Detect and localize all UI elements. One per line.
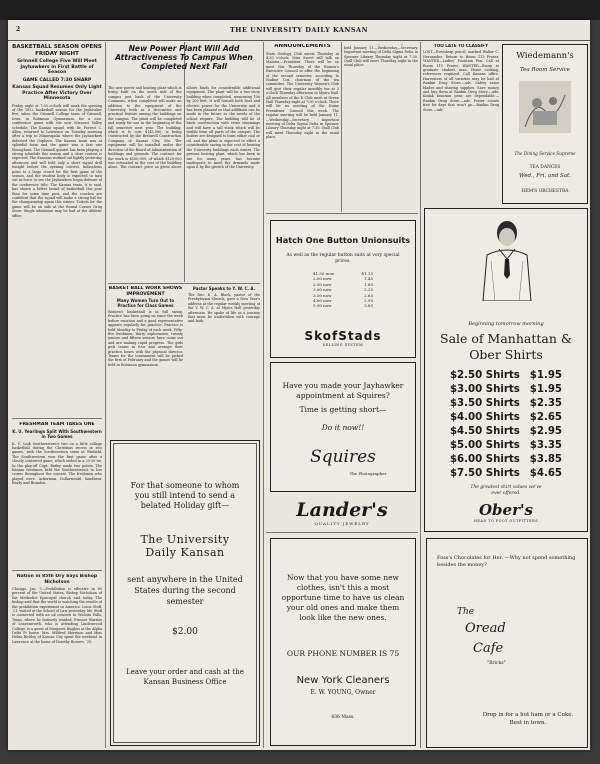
manhattan-shirts-ad — [424, 208, 588, 532]
kansan-ad-title — [117, 533, 253, 559]
unionsuits-sale-price: $1.15 — [361, 271, 373, 276]
landers-ad — [266, 496, 418, 533]
obers-logo: Ober's — [478, 501, 534, 519]
unionsuits-regular-price: 3.00 now — [313, 287, 332, 293]
wiedemann-line: HEM'S ORCHESTRA — [521, 189, 569, 194]
cleaners-address: 836 Mass. — [331, 715, 355, 720]
shirt-price-row — [425, 411, 587, 425]
kansan-ad-title-line: The University — [140, 533, 230, 546]
kansan-ad-body: sent anywhere in the United States during the second semester — [127, 575, 243, 606]
masthead-title: THE UNIVERSITY DAILY KANSAN — [229, 26, 369, 34]
newspaper-page — [8, 20, 590, 750]
unionsuits-regular-price: 2.50 now — [313, 281, 332, 287]
unionsuits-regular-price: $1.50 now — [313, 271, 335, 276]
page-number: 2 — [16, 26, 21, 33]
shirt-regular-price: $4.00 Shirts — [449, 412, 520, 423]
skofstads-logo: SkofStads — [304, 329, 382, 343]
cleaners-ad — [270, 538, 416, 746]
classifieds-article — [423, 44, 499, 202]
oread-footer: Drop in for a hot ham or a Coke. Best in town. — [482, 712, 574, 726]
oread-name: Oread — [465, 621, 506, 636]
shirt-price-row — [425, 383, 587, 397]
cleaners-phone: OUR PHONE NUMBER IS 75 — [286, 649, 400, 658]
squires-ad — [270, 362, 416, 492]
cleaners-body: Now that you have some new clothes, isn't this a most opportune time to have us clean your old ones and make them look like the new ones. — [281, 573, 405, 622]
cleaners-name: New York Cleaners — [296, 675, 390, 686]
shirt-regular-price: $7.50 Shirts — [449, 468, 520, 479]
wiedemann-line: The Dining Service Supreme — [514, 151, 576, 156]
squires-text: Time is getting short— — [299, 405, 387, 414]
squires-sub: The Photographer — [349, 471, 387, 476]
wiedemann-line: Wed., Fri. and Sat. — [518, 173, 572, 179]
unionsuits-price-table — [271, 271, 415, 309]
unionsuits-sale-price: 2.25 — [364, 287, 373, 293]
freshman-headline: FRESHMAN TEAM TAKES ONE — [19, 422, 95, 427]
manhattan-tagline: The greatest shirt values we've ever offered. — [470, 485, 542, 496]
shirt-regular-price: $2.50 Shirts — [449, 370, 520, 381]
power-plant-article — [108, 86, 260, 282]
women-basketball-body: Women's basketball is in full swing. Practice has been going on since the week before vacation and a good representative appears regularly for practice. Practice is held Monday to Friday of each week. Fifty-five freshmen, thirty sophomores, twenty juniors and fifteen seniors have come out and are making rapid progress. The girls pick teams in four and arrange their practice hours with the physical director. Teams for the tournament will be picked the first of February and the games will be held in Robinson gymnasium. — [108, 310, 183, 367]
column-rule — [263, 42, 264, 748]
women-basketball-subhead: Many Women Turn Out to Practice for Class Games — [116, 298, 175, 308]
classifieds-headline: TOO LATE TO CLASSIFY — [433, 44, 489, 48]
shirt-price-row — [425, 467, 587, 481]
shirt-regular-price: $4.50 Shirts — [449, 426, 520, 437]
unionsuits-sale-price: 2.65 — [364, 292, 373, 298]
pastor-article — [188, 286, 260, 436]
announcements-continued — [344, 44, 418, 212]
oread-cafe-ad — [426, 538, 588, 748]
squires-cta: Do it now!! — [321, 423, 365, 432]
shirt-regular-price: $3.50 Shirts — [449, 398, 520, 409]
kansan-ad-intro: For that someone to whom you still intend to send a belated Holiday gift— — [130, 481, 240, 510]
unionsuits-regular-price: 4.00 now — [313, 298, 332, 304]
announcements-headline: ANNOUNCEMENTS — [274, 44, 331, 49]
shirt-sale-price: $2.35 — [529, 398, 563, 409]
wiedemann-line: TEA DANCES — [529, 165, 561, 170]
shirt-sale-price: $2.65 — [529, 412, 563, 423]
skofstads-logo-sub: SELLING SYSTEM — [322, 343, 364, 347]
basketball-body: Friday night at 7:30 o'clock will mark the opening of the 1922 basketball season for the Jayhawker five, when the Grinnell College team of Grinnell, Iowa, in Robinson Gymnasium, for a non-conference game with the new Missouri Valley schedule. The Kansas squad, with Dr. Forrest C. Allen, returned to Lawrence on Tuesday morning after a trip to Minneapolis where the Jayhawkers defeated the Gophers. The Kansas team was at splendid form and the game was a fast one throughout. The Grinnell quintet has been playing a strong schedule this season and a close contest is expected. The Kansans worked out lightly yesterday afternoon and will hold only a short signal drill tonight before the opening contest. Indications point to a large crowd for the first game of the season, and the student body is expected to turn out in force to see the Jayhawkers begin defense of the conference title. The Kansas team, it is said, has shown a better brand of basketball this year than for some time past, and the coaches are confident that the squad will make a strong bid for the championship again this winter. Tickets for the game will be on sale at the Round Corner Drug Store. Single admission may be had at the Athletic office. — [12, 103, 102, 218]
kansan-subscription-ad — [110, 440, 260, 746]
shirt-regular-price: $6.00 Shirts — [449, 454, 520, 465]
unionsuits-sale-price: 1.85 — [364, 281, 373, 287]
announcements-body-continued: held January 11.—Wednesday—Secretary. Important meeting of Delta Sigma Delta in Spooner Library Thursday night at 7:30. Quill Club will meet Thursday night in the usual place. — [344, 45, 418, 68]
shirt-regular-price: $5.00 Shirts — [449, 440, 520, 451]
oread-the: The — [457, 607, 475, 617]
power-plant-body: The new power and heating plant which is being built on the south side of the campus just back of the University Commons, when completed will make an addition to the equipment of the University both as a decorative and practical feature among the buildings on the campus. The plant will be completed and ready for use in the beginning of the fall semester next year. The building, which is to cost $145,000, is being constructed by the Bethwell Construction Company of Kansas City, Mo. The equipment will be installed under the direction of the Board of Administration of buildings and grounds. The contract for the work is $100,000, of which $120,000 was estimated as the cost of the building alone. The contract price as given above allows funds for considerable additional equipment. The plant will be a two-story building when completed, measuring 100 by 200 feet. It will furnish both heat and electric power for the University and it has been planned so that additions can be made in the future as the needs of the school require. The building will be of brick construction with stone trimmings and will have a tall stack which will be visible from all parts of the campus. The boilers are designed to burn either coal or oil, and the plant is expected to effect a considerable saving in the cost of heating the University buildings each winter. The present heating plant, which has been in use for many years, has become inadequate to meet the demands made upon it by the growth of the University. — [108, 86, 260, 170]
shirt-sale-price: $2.95 — [529, 426, 563, 437]
classifieds-body: LOST—Evershsrp pencil, marked Walter C. Hernandez. Return to Room 115 Fraser. WANTED—Ladies' Fountain Pen. Call at Room 115 Fraser. WANTED—Room to graduate student, man. Home cooking, references required. Call Kansan office. Harvesters of all varieties may be had at Rankin Drug Store.—adv. Safety razor blades and shaving supplies. Save money and buy them at Rankin Drug Store.—adv. Kodak fountain pens are dependable.—Rankin Drug Store.—adv. Foster counts free for days that won't go.—Rankin Drug Store.—adv. — [423, 50, 499, 112]
cleaners-owner: E. W. YOUNG, Owner — [310, 689, 376, 696]
shirt-price-row — [425, 397, 587, 411]
power-plant-headline: New Power Plant Will Add Attractiveness To Campus When Completed Next Fall — [115, 44, 253, 71]
shirt-price-row — [425, 425, 587, 439]
squires-signature: Squires — [310, 447, 376, 467]
basketball-article — [12, 44, 102, 416]
shirt-price-list — [425, 369, 587, 481]
kansan-ad-footer: Leave your order and cash at the Kansan Business Office — [126, 668, 244, 686]
unionsuits-intro: As well as the regular button suits at very special prices. — [286, 253, 400, 264]
announcements-article — [266, 44, 339, 212]
shirt-regular-price: $3.00 Shirts — [449, 384, 520, 395]
wiedemann-name: Wiedemann's — [516, 51, 574, 61]
tea-room-illustration-icon — [519, 81, 571, 133]
column-rule — [341, 42, 342, 212]
masthead — [8, 20, 590, 41]
article-rule — [12, 570, 102, 571]
article-rule — [266, 213, 418, 214]
unionsuits-sale-price: 3.85 — [364, 303, 373, 309]
freshman-article — [12, 422, 102, 568]
unionsuits-price-row — [313, 303, 373, 308]
unionsuits-regular-price: 5.00 now — [313, 303, 332, 309]
women-basketball-headline: BASKET BALL WORK SHOWS IMPROVEMENT — [108, 286, 183, 297]
column-rule — [105, 42, 106, 748]
freshman-subhead: K. U. Yearlings Split With Southwestern in Two Games — [12, 428, 102, 439]
manhattan-headline: Sale of Manhattan & Ober Shirts — [440, 331, 572, 362]
kansan-ad-title-line: Daily Kansan — [145, 546, 225, 559]
women-basketball-article — [108, 286, 183, 436]
obers-logo-sub: HEAD TO FOOT OUTFITTERS — [473, 519, 539, 523]
manhattan-caption: Beginning tomorrow morning — [468, 321, 544, 327]
pastor-subhead: Pastor Speaks to Y. W. C. A. — [192, 286, 256, 291]
shirt-sale-price: $3.85 — [529, 454, 563, 465]
unionsuits-regular-price: 3.50 now — [313, 292, 332, 298]
unionsuits-sale-price: 1.45 — [364, 276, 373, 282]
oread-name: Cafe — [473, 641, 504, 656]
scan-border — [0, 0, 600, 20]
squires-text: Have you made your Jayhawker appointment at Squires? — [282, 381, 404, 400]
basketball-subhead: Grinnell College Five Will Meet Jayhawkers in First Battle of Season — [17, 59, 97, 75]
shirt-sale-price: $1.95 — [529, 384, 563, 395]
pastor-body: The Rev. E. A. Black, pastor of the Presbyterian Church, gave a New Year's address at the regular weekly meeting of the Y. W. C. A. at Myers Hall yesterday afternoon. He spoke of life as a journey that must be undertaken with courage and faith. — [188, 293, 260, 324]
unionsuits-headline: Hatch One Button Unionsuits — [275, 235, 411, 245]
nation-body: Chicago, Jan. 5.—Prohibition is effective in 85 percent of the United States, Bishop Nicholson of the Methodist Episcopal church said today. The bishop said that the world is watching the results of the prohibition experiment in America. Louis Stoff, '21, visited at the School of Law yesterday. Mr. Stoff is connected with an oil concern in Wichita Falls, Texas, where he formerly resided. Prosser Warrior of Leavenworth, who is attending Lindenwood College, is a guest of Margaret Hughes at the Alpha Delta Pi house. Mrs. Mildred Morrison and Miss Helen Bickley of Kansas City spent the weekend in Lawrence at the home of Dorothy Bowers, '25. — [12, 587, 102, 644]
basketball-headline: BASKETBALL SEASON OPENS FRIDAY NIGHT — [12, 44, 102, 57]
man-in-shirt-icon — [477, 215, 537, 301]
shirt-sale-price: $4.65 — [529, 468, 563, 479]
wiedemann-sub: Tea Room Service — [519, 67, 571, 73]
announcements-body: State Geology Club meets Thursday at 4:30 o'clock. Miss Sweet will talk on Malaria.—President. There will be no meet this Thursday of the Women's Executive Council to offer the beginning of the second semester, according to Nadine Cox, chairman of the tea committee. The University Women's Club will give their regular monthly tea at 3 o'clock Thursday afternoon in Myers Hall. All members of the K Club meet at Green Hall Thursday night at 7:30 o'clock. There will be no meeting of the Home Presidents' Council this week. The regular meeting will be held January 11.—Wednesday—Secretary. Important meeting of Delta Sigma Delta in Spooner Library Thursday night at 7:30. Quill Club will meet Thursday night in the usual place. — [266, 51, 339, 140]
nation-headline: Nation in 85th Dry Says Bishop Nicholson — [16, 574, 98, 585]
wiedemann-ad — [502, 44, 588, 204]
kansan-ad-price: $2.00 — [172, 627, 198, 637]
column-rule — [420, 42, 421, 748]
shirt-sale-price: $1.95 — [529, 370, 563, 381]
freshman-body: K. U. took Southwestern's two on a little college basketball during the Christmas recess in two games, with the Southwestern team at Winfield. The Southwestern won the first game after a closely contested game, which ended in a 20-20 tie. In the play-off Capt. Bailey made two points. The Kansas freshmen held the Southwestern's to low scores throughout the contest. The freshmen who played were: Ackerman, Dollarwould, Sandbear, Brady and Brandon. — [12, 441, 102, 486]
oread-sub: "Bricks" — [487, 661, 506, 666]
basketball-subhead: Kansas Squad Resumes Only Light Practice After Victory Over Minnesota — [12, 85, 102, 101]
landers-sub: QUALITY JEWELRY — [314, 521, 370, 526]
unionsuits-ad — [270, 220, 416, 358]
shirt-price-row — [425, 439, 587, 453]
article-rule — [108, 283, 260, 284]
shirt-price-row — [425, 453, 587, 467]
unionsuits-regular-price: 2.00 now — [313, 276, 332, 282]
oread-intro: Foss's Chocolates for Her. —Why not spend something besides the money? — [437, 555, 576, 568]
nation-article — [12, 574, 102, 748]
article-rule — [12, 418, 102, 419]
shirt-price-row — [425, 369, 587, 383]
shirt-sale-price: $3.35 — [529, 440, 563, 451]
power-plant-headline-box — [108, 44, 260, 82]
unionsuits-sale-price: 2.95 — [364, 298, 373, 304]
basketball-subhead: GAME CALLED 7:30 SHARP — [22, 77, 92, 83]
landers-logo: Lander's — [296, 499, 388, 521]
